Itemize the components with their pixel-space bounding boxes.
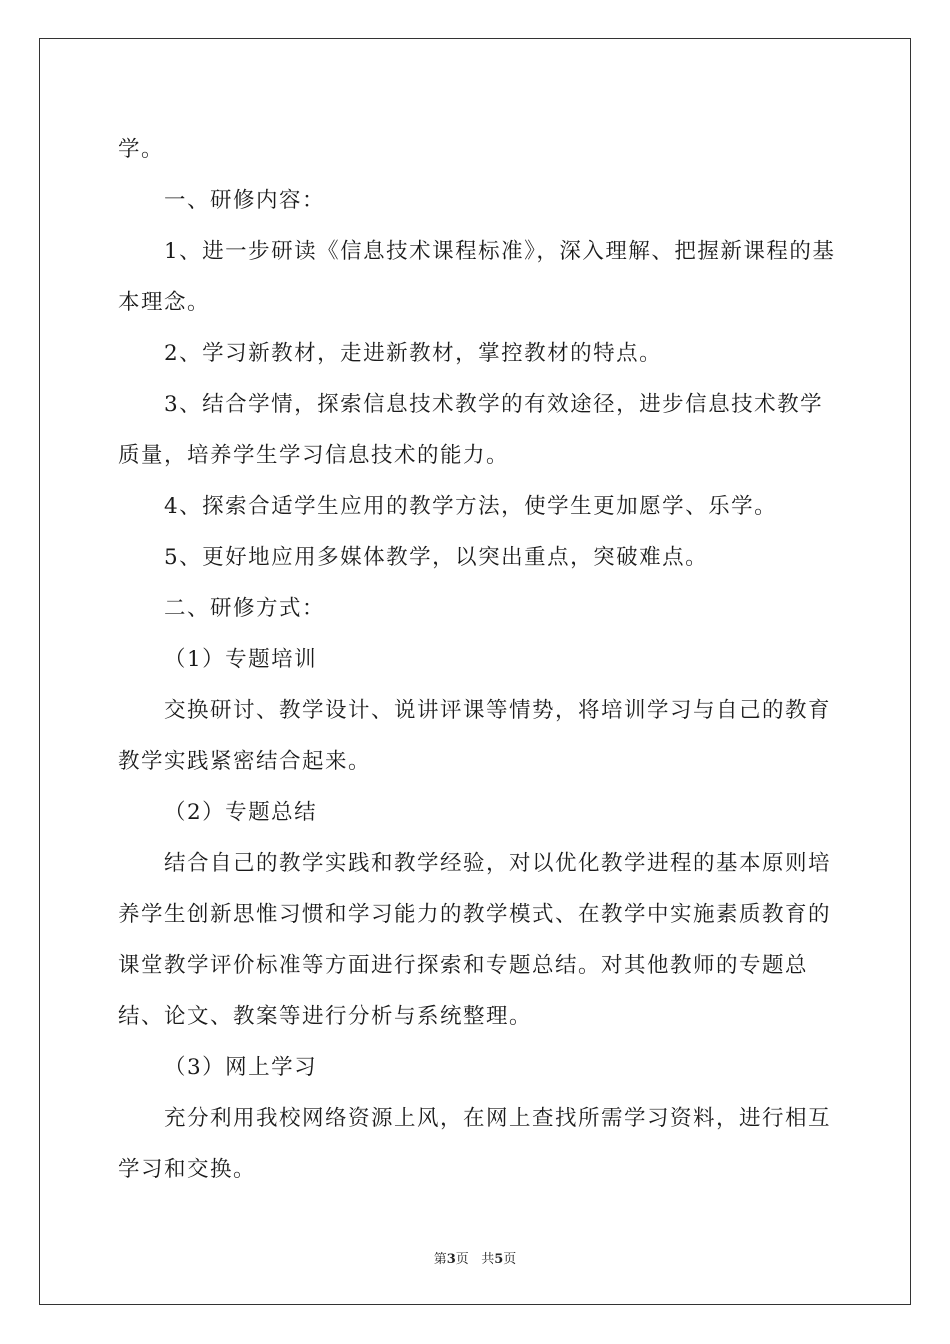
footer-page-label: 页	[455, 1252, 469, 1267]
paragraph-online-learning: 充分利用我校网络资源上风，在网上查找所需学习资料，进行相互学习和交换。	[118, 1106, 832, 1182]
footer-total-label: 页	[503, 1252, 517, 1267]
footer-total-prefix: 共	[481, 1252, 495, 1267]
paragraph-topic-summary: 结合自己的教学实践和教学经验，对以优化教学进程的基本原则培养学生创新思惟习惯和学习能力的教学模式、在教学中实施素质教育的课堂教学评价标准等方面进行探索和专题总结。对其他教师的专题总结、论文、教案等进行分析与系统整理。	[118, 851, 832, 1029]
list-item-3: 3、结合学情，探索信息技术教学的有效途径，进步信息技术教学质量，培养学生学习信息技术的能力。	[118, 392, 824, 468]
heading-research-content: 一、研修内容：	[164, 188, 326, 213]
document-body	[118, 124, 836, 1195]
footer-total-pages: 5	[494, 1252, 504, 1267]
subheading-topic-summary: （2）专题总结	[164, 800, 318, 825]
footer-current-page: 3	[446, 1252, 456, 1267]
list-item-2: 2、学习新教材，走进新教材，掌控教材的特点。	[164, 341, 663, 366]
subheading-topic-training: （1）专题培训	[164, 647, 318, 672]
page-footer	[0, 1248, 950, 1267]
paragraph-topic-training: 交换研讨、教学设计、说讲评课等情势，将培训学习与自己的教育教学实践紧密结合起来。	[118, 698, 832, 774]
subheading-online-learning: （3）网上学习	[164, 1055, 318, 1080]
list-item-4: 4、探索合适学生应用的教学方法，使学生更加愿学、乐学。	[164, 494, 778, 519]
list-item-1: 1、进一步研读《信息技术课程标准》，深入理解、把握新课程的基本理念。	[118, 239, 836, 315]
paragraph-continuation: 学。	[118, 137, 165, 162]
heading-research-methods: 二、研修方式：	[164, 596, 326, 621]
list-item-5: 5、更好地应用多媒体教学，以突出重点，突破难点。	[164, 545, 709, 570]
footer-prefix: 第	[433, 1252, 447, 1267]
